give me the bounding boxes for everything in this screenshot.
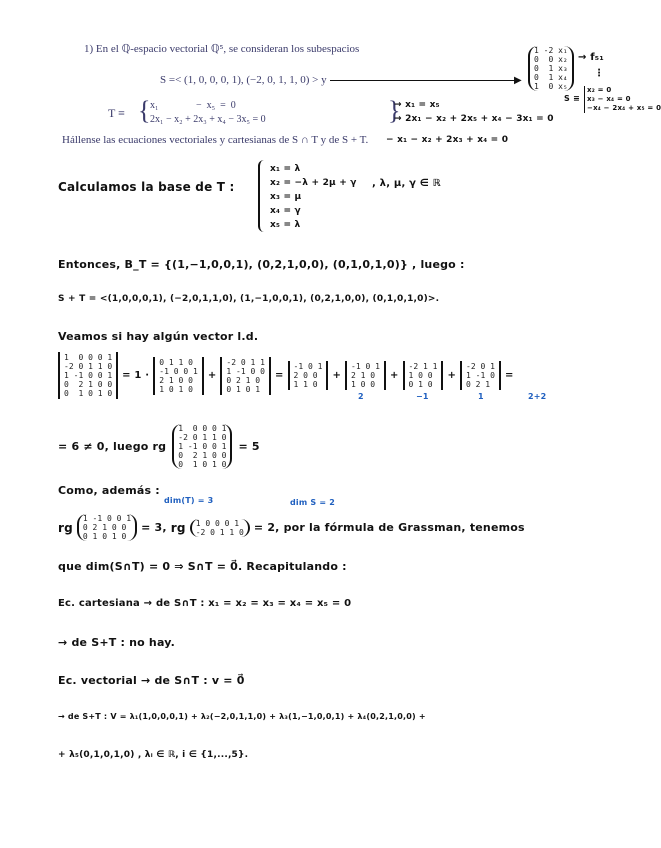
det-eq1: = 1 · [122,370,150,381]
det-eq2: = [274,370,284,381]
rank-s-value: = 2, [253,521,280,534]
como-ademas: Como, además : [58,484,160,497]
rank-s-pre: rg [170,520,186,535]
s-cartesian-equations: x₂ = 0 x₃ − x₄ = 0 −x₄ − 2x₄ + x₅ = 0 [584,86,661,113]
det-minor-f: -2 0 1 1 -1 0 0 2 1 [460,361,501,390]
param-brace-icon [258,160,266,232]
det-minor-b: -2 0 1 1 1 -1 0 0 0 2 1 0 0 1 0 1 [220,357,271,395]
param-equations [270,162,357,232]
t-label: T ≡ [108,106,125,120]
rank-post: = 5 [238,440,260,453]
vectorial-sum-line-1: → de S+T : V = λ₁(1,0,0,0,1) + λ₂(−2,0,1,1,0) + λ₃(1,−1,0,0,1) + λ₄(0,2,1,0,0) + [58,712,426,721]
blue-note-e: 1 [478,392,484,401]
cartesian-intersection: Ec. cartesiana → de S∩T : x₁ = x₂ = x₃ = x₄ = x₅ = 0 [58,598,352,609]
dim-s-note: dim S = 2 [290,498,335,507]
base-intro: Calculamos la base de T : [58,180,235,194]
det-minor-a: 0 1 1 0 -1 0 0 1 2 1 0 0 1 0 1 0 [153,357,204,395]
t-equation-1: x₁ − x₅ = 0 [150,100,236,111]
problem-intro: En el ℚ-espacio vectorial ℚ⁵, se consideran los subespacios [95,43,360,55]
row-op-note: → f₅₁ [578,52,604,63]
problem-intro-line [84,42,359,55]
s-augmented-matrix: 1 -2 x₁ 0 0 x₂ 0 1 x₃ 0 1 x₄ 1 0 x₅ [528,46,574,91]
s-eqs-label: S ≡ [564,94,580,103]
rank-t-matrix: 1 -1 0 0 1 0 2 1 0 0 0 1 0 1 0 [77,514,137,541]
rank-statement [58,424,260,469]
cartesian-sum: → de S+T : no hay. [58,636,175,649]
t-right-brace-icon: } [388,96,401,125]
problem-number: 1) [84,43,94,55]
rank-s-matrix: 1 0 0 0 1 -2 0 1 1 0 [190,519,250,537]
blue-note-c: 2 [358,392,364,401]
arrow-line [330,80,520,81]
t-arrow-note-1: → x₁ = x₅ [394,100,440,110]
blue-note-d: −1 [416,392,429,401]
param-line-4: x₄ = γ [270,206,301,216]
ld-question: Veamos si hay algún vector l.d. [58,330,259,343]
vectorial-intersection: Ec. vectorial → de S∩T : v = 0⃗ [58,674,245,687]
det-plus1: + [207,370,217,381]
problem-question: Hállense las ecuaciones vectoriales y cartesianas de S ∩ T y de S + T. [62,134,369,146]
param-line-2: x₂ = −λ + 2μ + γ [270,178,357,188]
det-plus4: + [447,370,457,381]
rank-pre: = 6 ≠ 0, luego rg [58,440,167,453]
grassman-text: por la fórmula de Grassman, tenemos [283,521,525,534]
blue-note-f: 2+2 [528,392,547,401]
arrow-head-icon: ▶ [514,75,522,86]
t-simplified-equation: − x₁ − x₂ + 2x₃ + x₄ = 0 [386,135,509,145]
param-line-3: x₃ = μ [270,192,302,202]
dim-t-note: dim(T) = 3 [164,496,214,505]
t-left-brace-icon: { [138,96,151,125]
sum-generators: S + T = <(1,0,0,0,1), (−2,0,1,1,0), (1,−1,0,0,1), (0,2,1,0,0), (0,1,0,1,0)>. [58,294,440,304]
determinant-expansion [58,352,514,399]
dots: ⋮ [594,68,605,79]
det-eq3: = [504,370,514,381]
vectorial-sum-line-2: + λ₅(0,1,0,1,0) , λᵢ ∈ ℝ, i ∈ {1,...,5}. [58,750,249,760]
det-plus2: + [332,370,342,381]
base-t-statement: Entonces, B_T = {(1,−1,0,0,1), (0,2,1,0,0), (0,1,0,1,0)} , luego : [58,258,465,271]
det-minor-c: -1 0 1 2 0 0 1 1 0 [288,361,329,390]
t-equation-2: 2x₁ − x₂ + 2x₃ + x₄ − 3x₅ = 0 [150,114,266,125]
det-main: 1 0 0 0 1 -2 0 1 1 0 1 -1 0 0 1 0 2 1 0 0 0 1 0 1 0 [58,352,118,399]
det-minor-e: -2 1 1 1 0 0 0 1 0 [403,361,444,390]
param-line-1: x₁ = λ [270,164,301,174]
s-definition: S =< (1, 0, 0, 0, 1), (−2, 0, 1, 1, 0) > y [160,74,327,86]
grassman-line: rg 1 -1 0 0 1 0 2 1 0 0 0 1 0 1 0 = 3, rg 1 0 0 0 1 -2 0 1 1 0 = 2, por la fórmula de Grassman, tenemos [58,514,525,541]
det-plus3: + [389,370,399,381]
param-line-5: x₅ = λ [270,220,301,230]
rank-matrix: 1 0 0 0 1 -2 0 1 1 0 1 -1 0 0 1 0 2 1 0 0 0 1 0 1 0 [172,424,232,469]
det-minor-d: -1 0 1 2 1 0 1 0 0 [345,361,386,390]
param-domain: , λ, μ, γ ∈ ℝ [372,178,441,189]
rank-t-value: = 3, [141,521,167,534]
dim-intersection: que dim(S∩T) = 0 ⇒ S∩T = 0⃗. Recapitulando : [58,560,347,573]
t-arrow-note-2: → 2x₁ − x₂ + 2x₅ + x₄ − 3x₁ = 0 [394,114,554,124]
